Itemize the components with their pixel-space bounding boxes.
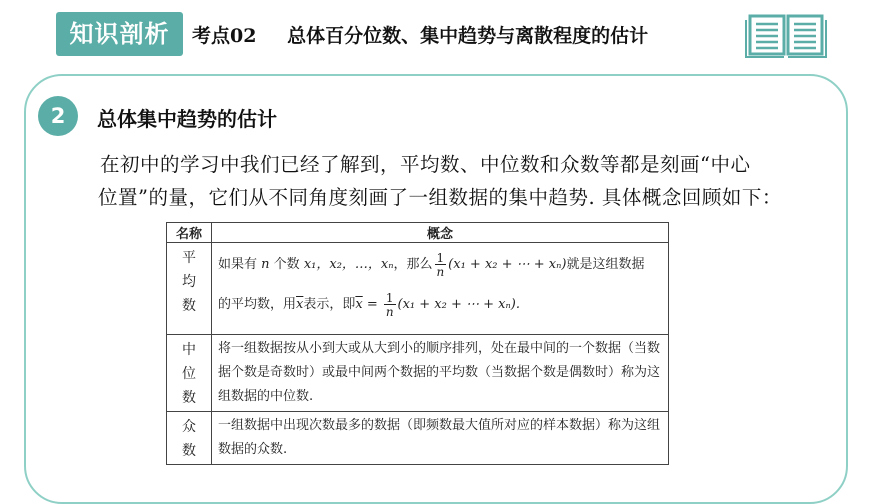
x-bar-symbol: $\overline{x}$	[296, 297, 304, 312]
table-row-mode	[167, 412, 669, 465]
table-header-row	[167, 223, 669, 243]
mean-line-2: 的平均数，用$\overline{x}$表示，即$\overline{x}$ = $\frac{1}{n}$ (x₁ + x₂ + ⋯ + xₙ).	[218, 290, 520, 319]
mean-line-1: 如果有 n 个数 x₁，x₂，…，xₙ，那么 $\frac{1}{n}$ (x₁ + x₂ + ⋯ + xₙ)就是这组数据	[218, 250, 645, 279]
concept-table	[166, 222, 669, 465]
section-badge: 知识剖析	[56, 12, 183, 56]
fraction-1-over-n: $\frac{1}{n}$	[436, 250, 445, 279]
def-mode: 一组数据中出现次数最多的数据（即频数最大值所对应的样本数据）称为这组数据的众数.	[212, 412, 669, 465]
header-concept: 概念	[212, 223, 669, 243]
open-book-icon	[744, 8, 828, 58]
topic-title: 总体百分位数、集中趋势与离散程度的估计	[287, 25, 649, 47]
header-name: 名称	[167, 223, 212, 243]
kaodian-label: 考点02	[192, 25, 257, 47]
name-mean: 平 均 数	[167, 243, 212, 335]
table-row-mean	[167, 243, 669, 335]
header-title	[192, 21, 648, 48]
intro-line-1: 在初中的学习中我们已经了解到，平均数、中位数和众数等都是刻画“中心	[100, 153, 751, 176]
def-median: 将一组数据按从小到大或从大到小的顺序排列，处在最中间的一个数据（当数据个数是奇数时）或最中间两个数据的平均数（当数据个数是偶数时）称为这组数据的中位数.	[212, 335, 669, 412]
name-mode: 众 数	[167, 412, 212, 465]
intro-line-2: 位置”的量，它们从不同角度刻画了一组数据的集中趋势. 具体概念回顾如下：	[98, 186, 782, 209]
section-number: 2	[38, 96, 78, 136]
name-median: 中 位 数	[167, 335, 212, 412]
table-row-median	[167, 335, 669, 412]
intro-paragraph	[98, 148, 858, 214]
section-title: 总体集中趋势的估计	[97, 107, 277, 131]
def-mean	[212, 243, 669, 335]
fraction-1-over-n-2: $\frac{1}{n}$	[385, 290, 394, 319]
